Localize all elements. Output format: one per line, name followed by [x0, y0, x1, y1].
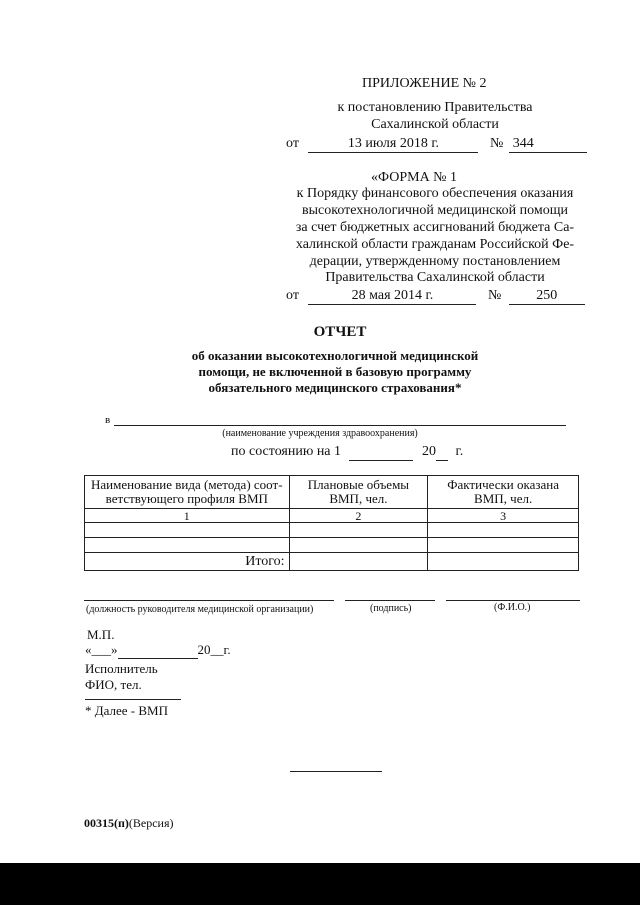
total-planned-cell[interactable] — [289, 553, 428, 571]
signature-caption: (подпись) — [370, 603, 412, 614]
form-line-6: Правительства Сахалинской области — [325, 270, 545, 285]
name-caption: (Ф.И.О.) — [494, 602, 531, 613]
table-cell[interactable] — [428, 523, 579, 538]
stamp-label: М.П. — [87, 627, 115, 642]
report-table — [84, 475, 579, 571]
total-actual-cell[interactable] — [428, 553, 579, 571]
number-label: № — [487, 288, 502, 303]
form-line-5: дерации, утвержденному постановлением — [309, 254, 561, 269]
as-of-year-blank — [436, 444, 448, 461]
header-method: Наименование вида (метода) соот-ветствующего профиля ВМП — [85, 476, 290, 509]
col-number-1: 1 — [85, 509, 290, 523]
form-date-row — [286, 288, 585, 305]
signature-date-row — [85, 642, 231, 659]
footer-code-version: (Версия) — [128, 816, 174, 830]
scan-border — [0, 863, 640, 905]
in-label: в — [105, 414, 111, 426]
from-label: от — [286, 136, 299, 151]
appendix-title: ПРИЛОЖЕНИЕ № 2 — [362, 76, 487, 91]
footnote-separator — [85, 699, 181, 700]
header-planned: Плановые объемы ВМП, чел. — [289, 476, 428, 509]
table-cell[interactable] — [428, 538, 579, 553]
table-row — [85, 538, 579, 553]
resolution-line-2: Сахалинской области — [371, 117, 499, 132]
form-number: 250 — [509, 288, 585, 305]
header-actual: Фактически оказана ВМП, чел. — [428, 476, 579, 509]
number-label: № — [489, 136, 504, 151]
report-title: ОТЧЕТ — [313, 324, 367, 340]
resolution-date-row — [286, 136, 587, 153]
name-line — [446, 600, 580, 601]
col-number-2: 2 — [289, 509, 428, 523]
report-subtitle-2: помощи, не включенной в базовую программу — [198, 364, 472, 379]
col-number-3: 3 — [428, 509, 579, 523]
form-date: 28 мая 2014 г. — [308, 288, 476, 305]
table-number-row — [85, 509, 579, 523]
footer-code — [84, 816, 174, 831]
table-total-row — [85, 553, 579, 571]
executor-contact: ФИО, тел. — [85, 677, 142, 692]
table-cell[interactable] — [85, 523, 290, 538]
footer-code-id: 00315(п) — [84, 816, 129, 830]
as-of-row — [231, 444, 463, 461]
institution-line — [114, 425, 566, 426]
as-of-suffix: г. — [455, 444, 464, 459]
table-cell[interactable] — [289, 538, 428, 553]
as-of-day-blank — [349, 444, 413, 461]
as-of-prefix: по состоянию на 1 — [231, 444, 342, 459]
resolution-line-1: к постановлению Правительства — [337, 100, 533, 115]
date-month-blank — [118, 642, 198, 659]
form-line-3: за счет бюджетных ассигнований бюджета Са- — [295, 220, 575, 235]
from-label: от — [286, 288, 299, 303]
form-line-4: халинской области гражданам Российской Фе- — [295, 237, 575, 252]
form-title: «ФОРМА № 1 — [371, 170, 458, 185]
table-header-row — [85, 476, 579, 509]
form-line-2: высокотехнологичной медицинской помощи — [302, 203, 568, 218]
report-subtitle-1: об оказании высокотехнологичной медицинской — [191, 348, 479, 363]
position-line — [84, 600, 334, 601]
table-cell[interactable] — [289, 523, 428, 538]
form-line-1: к Порядку финансового обеспечения оказания — [296, 186, 574, 201]
as-of-year: 20 — [422, 444, 437, 459]
date-day-template: «___» — [85, 642, 118, 657]
institution-caption: (наименование учреждения здравоохранения) — [222, 428, 418, 439]
position-caption: (должность руководителя медицинской организации) — [86, 604, 314, 615]
date-year: 20__г. — [197, 642, 231, 657]
footnote: * Далее - ВМП — [85, 703, 168, 718]
report-subtitle-3: обязательного медицинского страхования* — [208, 380, 462, 395]
table-cell[interactable] — [85, 538, 290, 553]
signature-line — [345, 600, 435, 601]
total-label: Итого: — [85, 553, 290, 571]
table-row — [85, 523, 579, 538]
resolution-date: 13 июля 2018 г. — [308, 136, 478, 153]
end-separator — [290, 771, 382, 772]
resolution-number: 344 — [509, 136, 587, 153]
executor-label: Исполнитель — [85, 661, 158, 676]
